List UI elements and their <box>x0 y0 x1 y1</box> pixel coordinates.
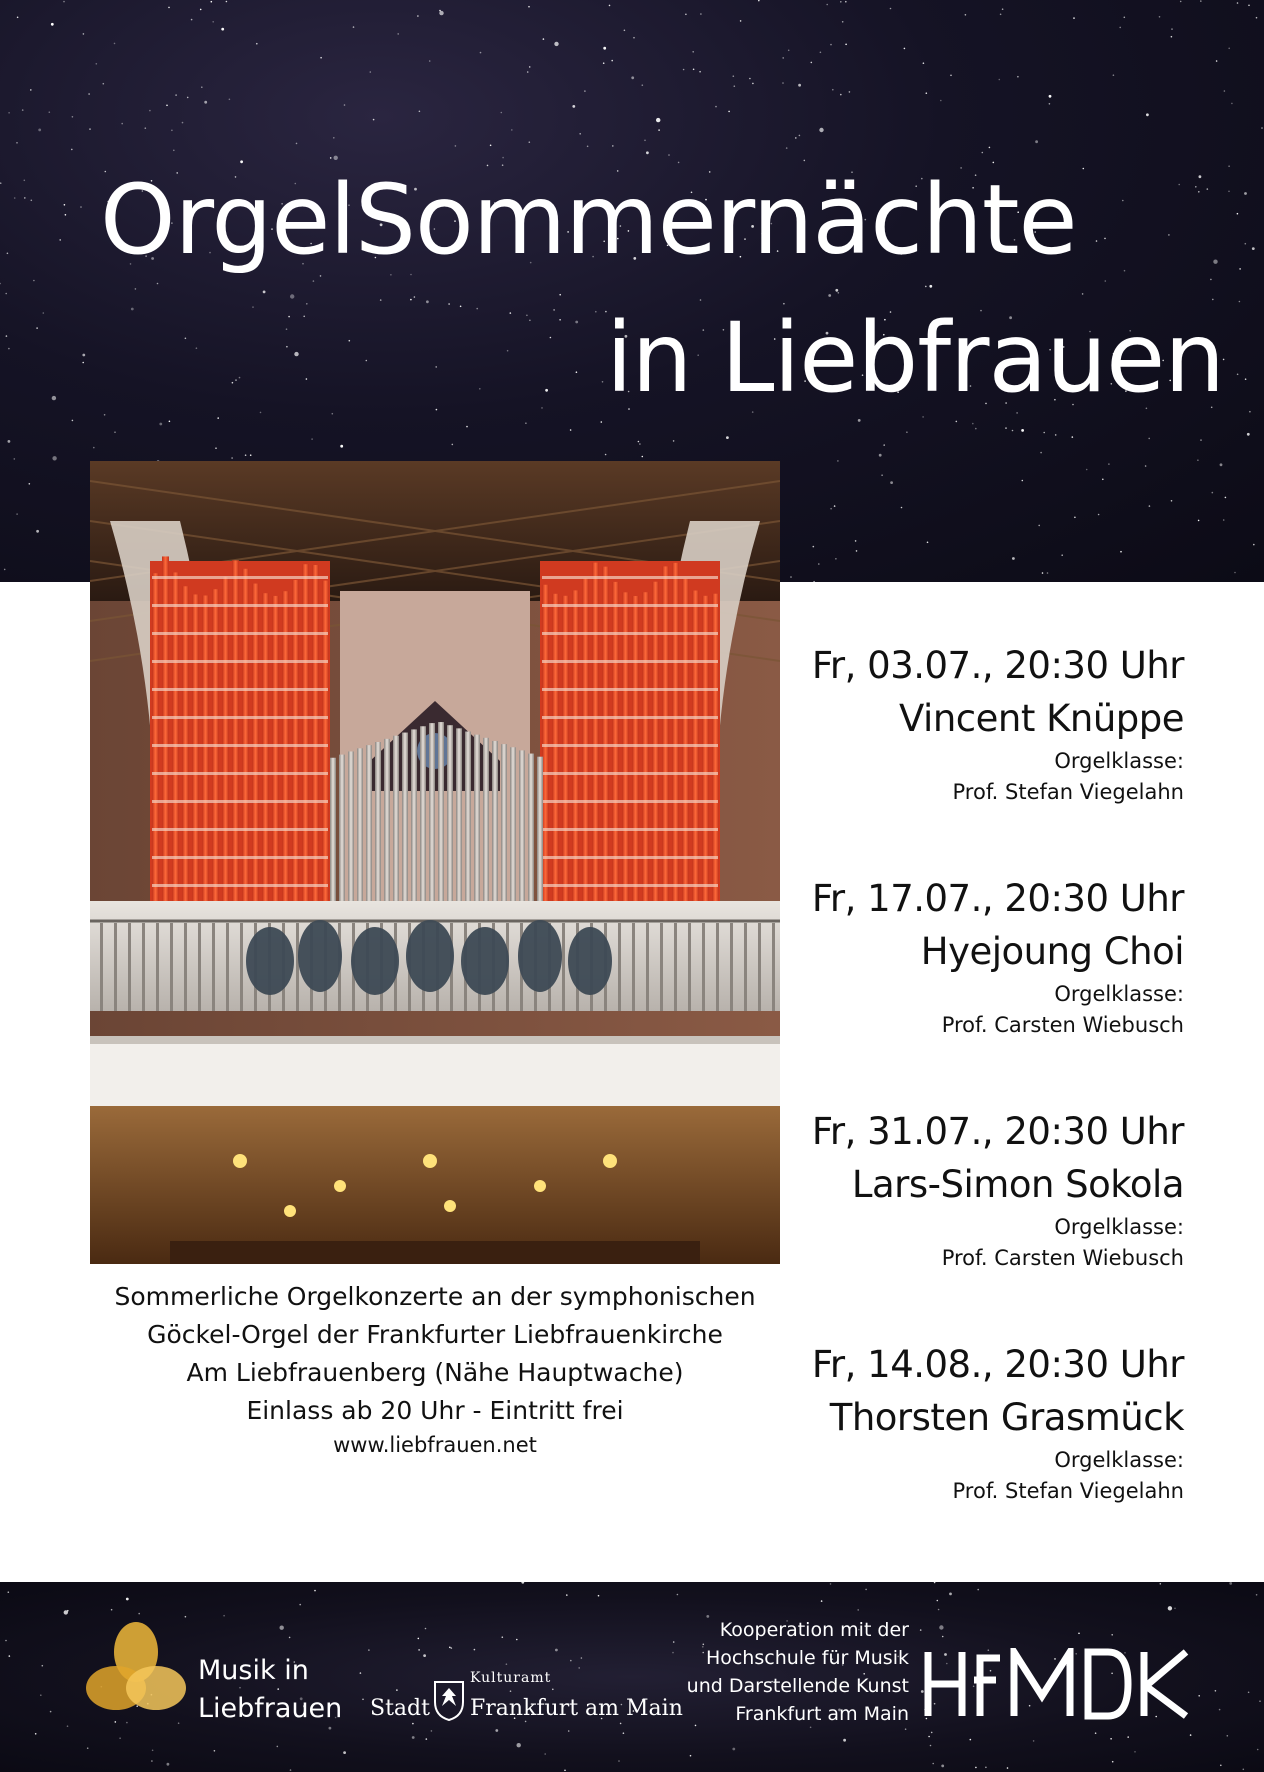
cooperation-note <box>609 1616 909 1728</box>
event-class-label: Orgelklasse: <box>1054 982 1184 1006</box>
website-link[interactable]: www.liebfrauen.net <box>333 1433 537 1457</box>
event-class-label: Orgelklasse: <box>1054 749 1184 773</box>
event-professor: Prof. Stefan Viegelahn <box>952 1479 1184 1503</box>
description-line: Am Liebfrauenberg (Nähe Hauptwache) <box>186 1358 684 1387</box>
event-list <box>764 640 1184 1572</box>
event-performer: Hyejoung Choi <box>920 930 1184 973</box>
event-performer: Lars-Simon Sokola <box>851 1163 1184 1206</box>
frankfurt-label: Frankfurt am Main <box>470 1696 683 1721</box>
event-performer: Thorsten Grasmück <box>829 1396 1184 1439</box>
event-professor: Prof. Stefan Viegelahn <box>952 780 1184 804</box>
cooperation-line: Hochschule für Musik <box>705 1647 909 1669</box>
event-class-label: Orgelklasse: <box>1054 1215 1184 1239</box>
event-date: Fr, 03.07., 20:30 Uhr <box>811 644 1184 687</box>
cooperation-line: und Darstellende Kunst <box>686 1675 909 1697</box>
eagle-crest-icon <box>432 1678 466 1722</box>
event-item <box>764 1106 1184 1339</box>
poster-title-line-2: in Liebfrauen <box>606 302 1225 415</box>
cooperation-line: Kooperation mit der <box>719 1619 909 1641</box>
kulturamt-label: Kulturamt <box>470 1670 552 1686</box>
event-class-label: Orgelklasse: <box>1054 1448 1184 1472</box>
hfmdk-logo <box>922 1648 1192 1720</box>
description-line: Sommerliche Orgelkonzerte an der symphonischen <box>114 1282 756 1311</box>
event-professor: Prof. Carsten Wiebusch <box>941 1013 1184 1037</box>
stadt-label: Stadt <box>370 1696 430 1721</box>
musik-in-liebfrauen-logo-icon <box>86 1620 186 1720</box>
musik-in-liebfrauen-logo-text <box>198 1652 342 1728</box>
event-item <box>764 1339 1184 1572</box>
event-performer: Vincent Knüppe <box>899 697 1184 740</box>
logo-text-line: Musik in <box>198 1655 309 1686</box>
poster-title-line-1: OrgelSommernächte <box>100 164 1077 277</box>
logo-text-line: Liebfrauen <box>198 1693 343 1724</box>
event-date: Fr, 14.08., 20:30 Uhr <box>811 1343 1184 1386</box>
event-item <box>764 640 1184 873</box>
concert-description <box>90 1278 780 1460</box>
organ-photo <box>90 461 780 1264</box>
event-date: Fr, 31.07., 20:30 Uhr <box>811 1110 1184 1153</box>
cooperation-line: Frankfurt am Main <box>735 1703 909 1725</box>
event-date: Fr, 17.07., 20:30 Uhr <box>811 877 1184 920</box>
description-line: Einlass ab 20 Uhr - Eintritt frei <box>246 1396 624 1425</box>
event-item <box>764 873 1184 1106</box>
description-line: Göckel-Orgel der Frankfurter Liebfrauenkirche <box>147 1320 723 1349</box>
event-professor: Prof. Carsten Wiebusch <box>941 1246 1184 1270</box>
